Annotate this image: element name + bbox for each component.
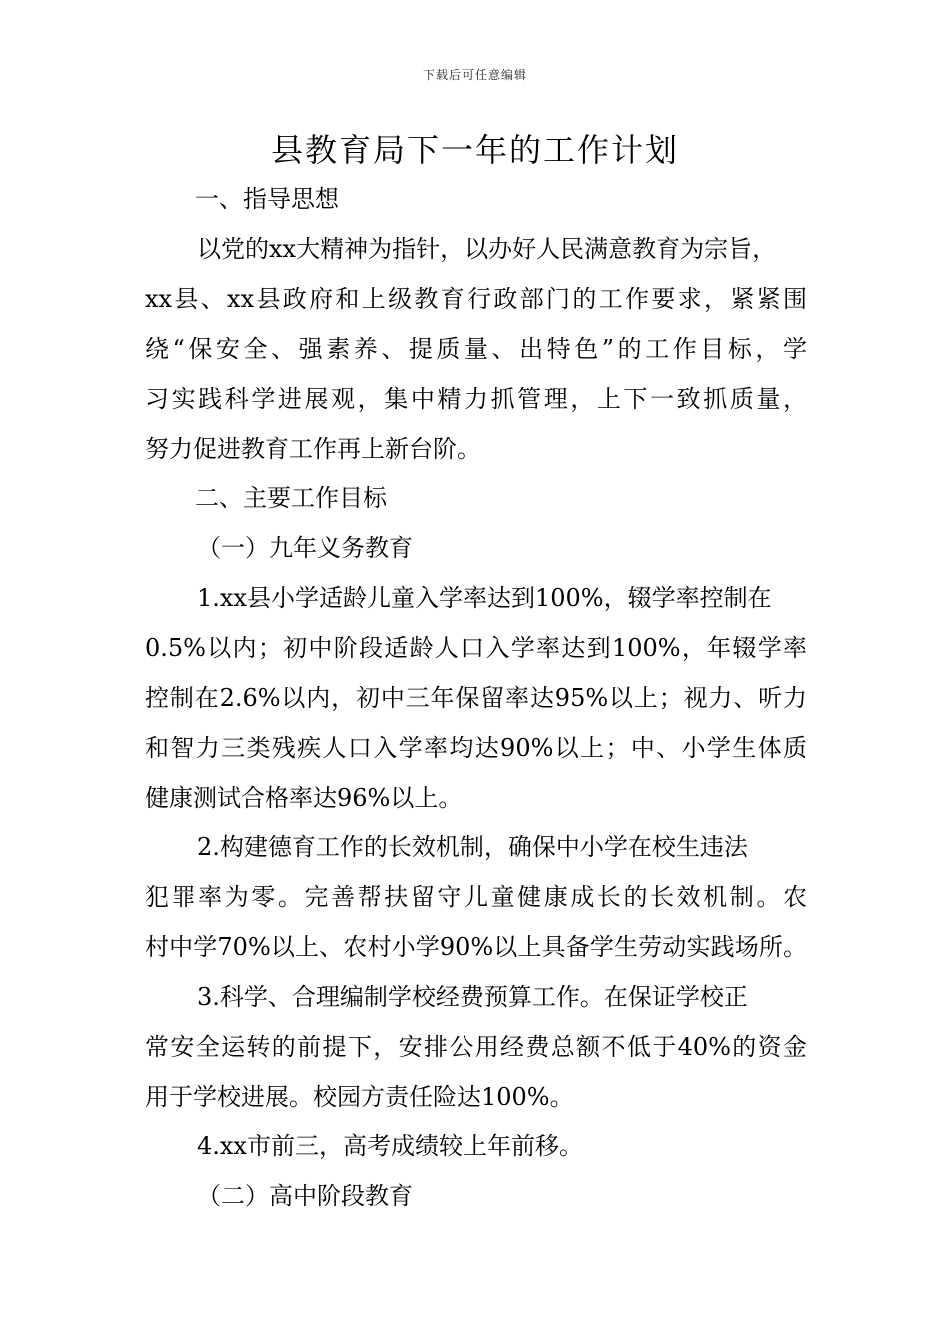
paragraph-line: 村中学70%以上、农村小学90%以上具备学生劳动实践场所。: [145, 933, 807, 961]
paragraph-line: 常安全运转的前提下，安排公用经费总额不低于40%的资金: [145, 1033, 807, 1061]
paragraph-line: 习实践科学进展观，集中精力抓管理，上下一致抓质量，: [145, 385, 807, 413]
paragraph-line: 以党的xx大精神为指针，以办好人民满意教育为宗旨，: [197, 235, 777, 263]
subsection-heading-high-school-education: （二）高中阶段教育: [197, 1182, 413, 1210]
paragraph-line: xx县、xx县政府和上级教育行政部门的工作要求，紧紧围: [145, 285, 807, 313]
paragraph-line: 3.科学、合理编制学校经费预算工作。在保证学校正: [197, 983, 748, 1011]
paragraph-line: 和智力三类残疾人口入学率均达90%以上；中、小学生体质: [145, 734, 807, 762]
paragraph-line: 绕“保安全、强素养、提质量、出特色”的工作目标，学: [145, 335, 807, 363]
subsection-heading-compulsory-education: （一）九年义务教育: [197, 534, 413, 562]
paragraph-line: 控制在2.6%以内，初中三年保留率达95%以上；视力、听力: [145, 684, 807, 712]
section-heading-guiding-ideology: 一、指导思想: [195, 185, 339, 213]
paragraph-line: 犯罪率为零。完善帮扶留守儿童健康成长的长效机制。农: [145, 883, 807, 911]
paragraph-line: 4.xx市前三，高考成绩较上年前移。: [197, 1132, 583, 1160]
paragraph-line: 健康测试合格率达96%以上。: [145, 784, 463, 812]
paragraph-line: 努力促进教育工作再上新台阶。: [145, 435, 481, 463]
paragraph-line: 2.构建德育工作的长效机制，确保中小学在校生违法: [197, 833, 748, 861]
header-note: 下载后可任意编辑: [422, 68, 527, 82]
paragraph-line: 1.xx县小学适龄儿童入学率达到100%，辍学率控制在: [197, 584, 772, 612]
paragraph-line: 用于学校进展。校园方责任险达100%。: [145, 1083, 574, 1111]
document-title: 县教育局下一年的工作计划: [270, 131, 679, 169]
section-heading-main-goals: 二、主要工作目标: [195, 484, 387, 512]
paragraph-line: 0.5%以内；初中阶段适龄人口入学率达到100%，年辍学率: [145, 634, 807, 662]
